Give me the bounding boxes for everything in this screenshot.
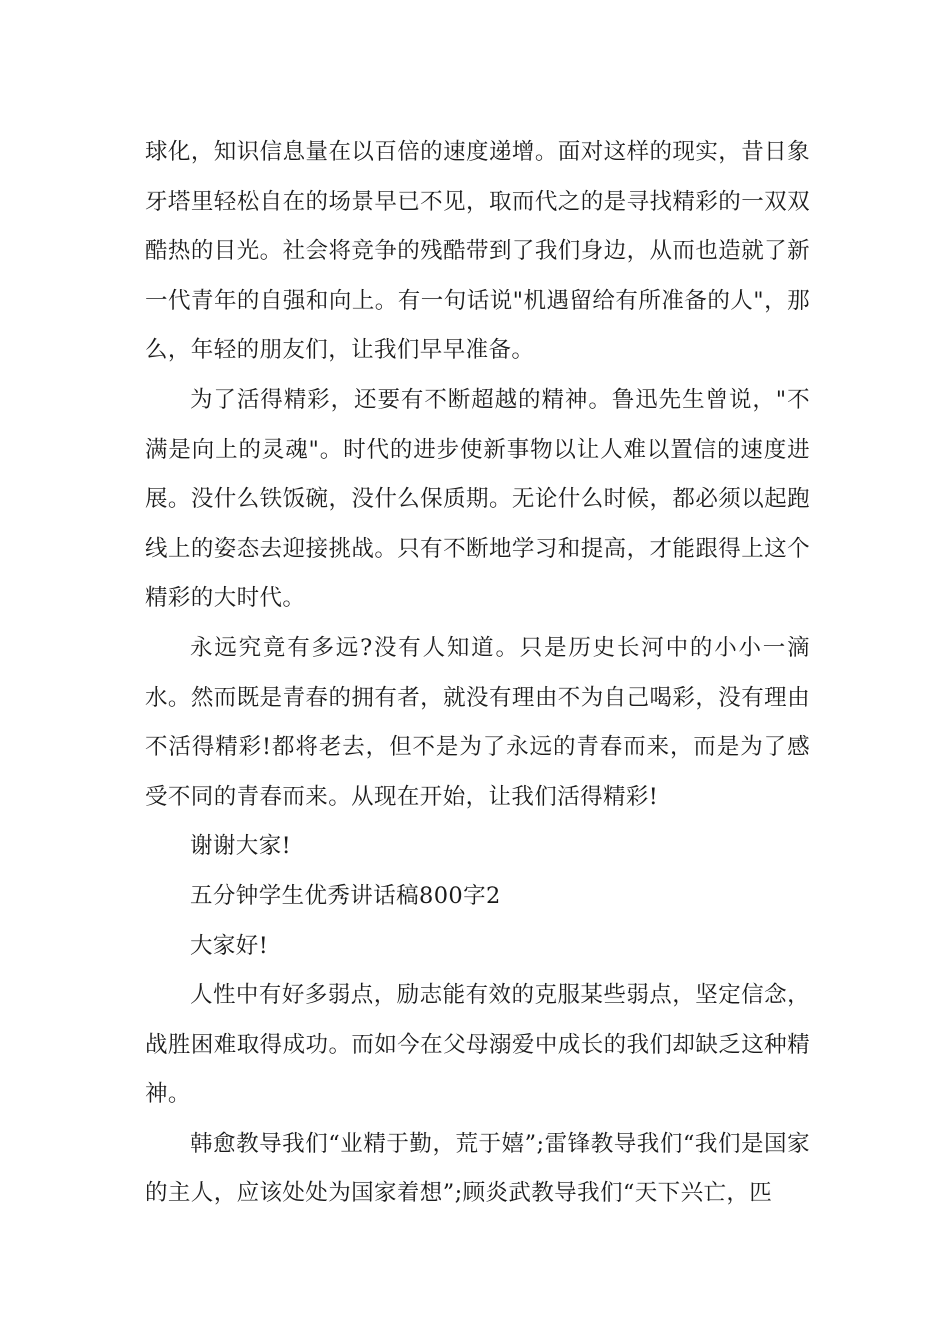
paragraph-thanks: 谢谢大家! — [190, 833, 292, 860]
document-body — [145, 128, 810, 1219]
paragraph-surpass-spirit: 为了活得精彩，还要有不断超越的精神。鲁迅先生曾说，"不满是向上的灵魂"。时代的进步使新事物以让人难以置信的速度进展。没什么铁饭碗，没什么保质期。无论什么时候，都必须以起跑线上的姿态去迎接挑战。只有不断地学习和提高，才能跟得上这个精彩的大时代。 — [145, 386, 810, 612]
paragraph-quotes: 韩愈教导我们“业精于勤，荒于嬉”;雷锋教导我们“我们是国家的主人，应该处处为国家着想”;顾炎武教导我们“天下兴亡，匹 — [145, 1130, 810, 1207]
paragraph-human-weakness: 人性中有好多弱点，励志能有效的克服某些弱点，坚定信念，战胜困难取得成功。而如今在父母溺爱中成长的我们却缺乏这种精神。 — [145, 982, 810, 1108]
paragraph-youth-forever: 永远究竟有多远?没有人知道。只是历史长河中的小小一滴水。然而既是青春的拥有者，就没有理由不为自己喝彩，没有理由不活得精彩!都将老去，但不是为了永远的青春而来，而是为了感受不同的青春而来。从现在开始，让我们活得精彩! — [145, 634, 810, 810]
paragraph-continuation: 球化，知识信息量在以百倍的速度递增。面对这样的现实，昔日象牙塔里轻松自在的场景早已不见，取而代之的是寻找精彩的一双双酷热的目光。社会将竞争的残酷带到了我们身边，从而也造就了新一代青年的自强和向上。有一句话说"机遇留给有所准备的人"，那么，年轻的朋友们，让我们早早准备。 — [145, 139, 810, 364]
section-heading: 五分钟学生优秀讲话稿800字2 — [190, 882, 501, 909]
paragraph-greeting: 大家好! — [190, 932, 269, 959]
